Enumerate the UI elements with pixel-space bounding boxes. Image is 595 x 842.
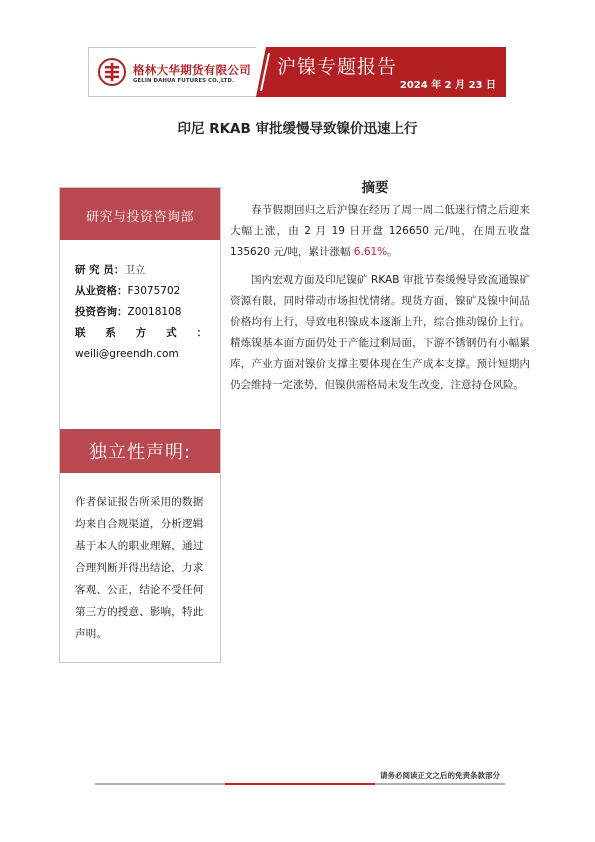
company-logo [88, 47, 256, 97]
summary-paragraph-1: 春节假期回归之后沪镍在经历了周一周二低迷行情之后迎来大幅上涨，由 2 月 19 日开盘 126650 元/吨，在周五收盘 135620 元/吨，累计涨幅 6.61%。 [230, 204, 530, 258]
analyst-row: 研 究 员：卫立 [75, 264, 146, 276]
advisory-label: 投资咨询 [75, 306, 117, 318]
footer-rule [95, 783, 505, 785]
declaration-text: 作者保证报告所采用的数据均来自合规渠道，分析逻辑基于本人的职业理解，通过合理判断并得出结论，力求客观、公正，结论不受任何第三方的授意、影响，特此声明。 [75, 496, 204, 640]
analyst-sidebar [59, 187, 221, 663]
footer-rule-accent [225, 783, 375, 785]
qualification-row: 从业资格：F3075702 [75, 285, 181, 297]
qualification-label: 从业资格 [75, 285, 117, 297]
report-date: 2024 年 2 月 23 日 [399, 80, 496, 91]
analyst-name: 卫立 [124, 264, 146, 276]
analyst-info [75, 260, 215, 365]
company-logo-icon [98, 58, 126, 86]
contact-label: 联 系 方 式 ： [75, 327, 207, 339]
summary-paragraph-2: 国内宏观方面及印尼镍矿 RKAB 审批节奏缓慢导致流通镍矿资源有限，同时带动市场担忧情绪。现货方面，镍矿及镍中间品价格均有上行，导致电积镍成本逐渐上升，综合推动镍价上行。精炼镍基本面方面仍处于产能过剩局面，下游不锈钢仍有小幅累库，产业方面对镍价支撑主要体现在生产成本支撑。预计短期内仍会维持一定涨势，但镍供需格局未发生改变，注意持仓风险。 [230, 274, 530, 391]
company-name-en: GELIN DAHUA FUTURES CO.,LTD. [133, 78, 235, 84]
declaration-header [60, 429, 220, 473]
price-change-highlight: 6.61% [353, 246, 388, 258]
qualification-number: F3075702 [127, 285, 181, 297]
declaration-title: 独立性声明: [88, 442, 192, 463]
document-title: 印尼 RKAB 审批缓慢导致镍价迅速上行 [177, 121, 418, 137]
advisory-row: 投资咨询：Z0018108 [75, 306, 182, 318]
report-header [88, 47, 506, 97]
department-name: 研究与投资咨询部 [85, 210, 194, 225]
footer-disclaimer: 请务必阅读正文之后的免责条款部分 [380, 771, 500, 780]
company-name-cn: 格林大华期货有限公司 [133, 63, 251, 77]
summary-heading: 摘要 [361, 180, 389, 196]
analyst-email[interactable]: weili@greendh.com [75, 348, 179, 360]
advisory-number: Z0018108 [127, 306, 182, 318]
department-header [60, 188, 220, 240]
report-type: 沪镍专题报告 [277, 56, 398, 78]
analyst-label: 研 究 员 [75, 264, 114, 276]
